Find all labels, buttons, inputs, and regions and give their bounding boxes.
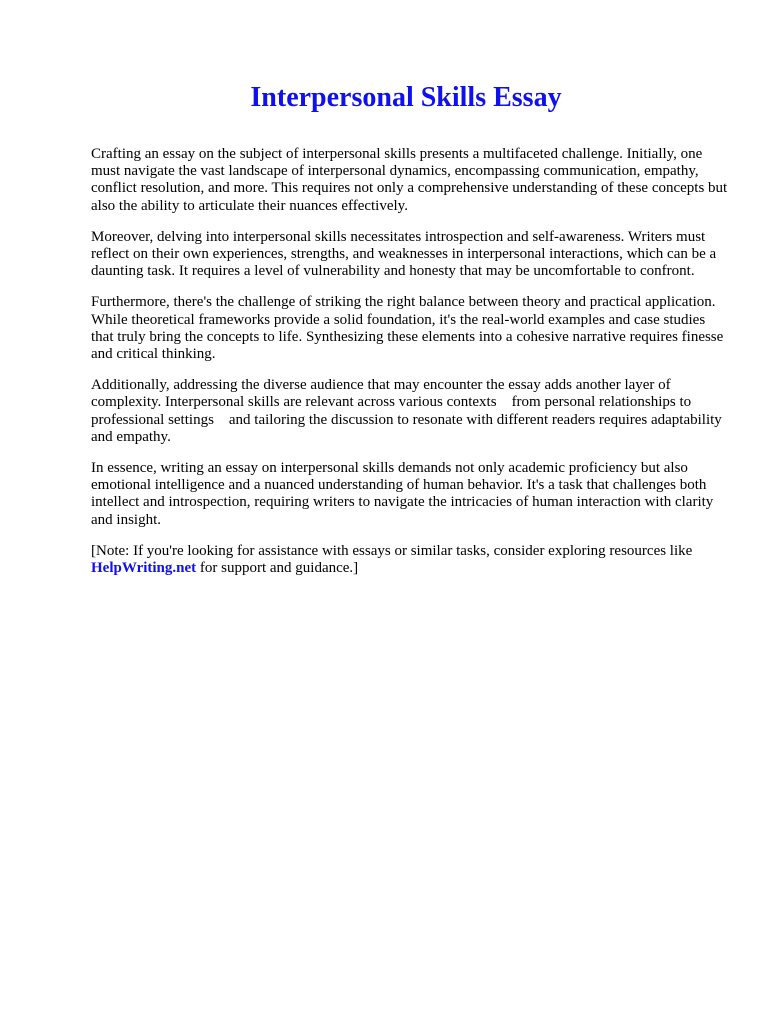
note-text-after: for support and guidance.]	[196, 560, 359, 577]
note-paragraph	[91, 543, 731, 577]
paragraph-4: Additionally, addressing the diverse audience that may encounter the essay adds another layer of complexity. Interpersonal skills are relevant across various contexts from personal relationships to professional settings and tailoring the discussion to resonate with different readers requires adaptability and empathy.	[91, 377, 726, 445]
paragraph-3: Furthermore, there's the challenge of striking the right balance between theory and practical application. While theoretical frameworks provide a solid foundation, it's the real-world examples and case studies that truly bring the concepts to life. Synthesizing these elements into a cohesive narrative requires finesse and critical thinking.	[91, 294, 728, 363]
page-title: Interpersonal Skills Essay	[250, 82, 562, 113]
paragraph-1: Crafting an essay on the subject of interpersonal skills presents a multifaceted challenge. Initially, one must navigate the vast landscape of interpersonal dynamics, encompassing communication, empathy, conflict resolution, and more. This requires not only a comprehensive understanding of these concepts but also the ability to articulate their nuances effectively.	[91, 146, 731, 214]
note-text-before: [Note: If you're looking for assistance with essays or similar tasks, consider exploring resources like	[91, 542, 697, 559]
essay-body	[91, 146, 731, 591]
paragraph-5: In essence, writing an essay on interpersonal skills demands not only academic proficiency but also emotional intelligence and a nuanced understanding of human behavior. It's a task that challenges both intellect and introspection, requiring writers to navigate the intricacies of human interaction with clarity and insight.	[91, 460, 718, 528]
helpwriting-link[interactable]: HelpWriting.net	[91, 560, 197, 577]
paragraph-2: Moreover, delving into interpersonal skills necessitates introspection and self-awareness. Writers must reflect on their own experiences, strengths, and weaknesses in interpersonal interactions, which can be a daunting task. It requires a level of vulnerability and honesty that may be uncomfortable to confront.	[91, 228, 720, 280]
